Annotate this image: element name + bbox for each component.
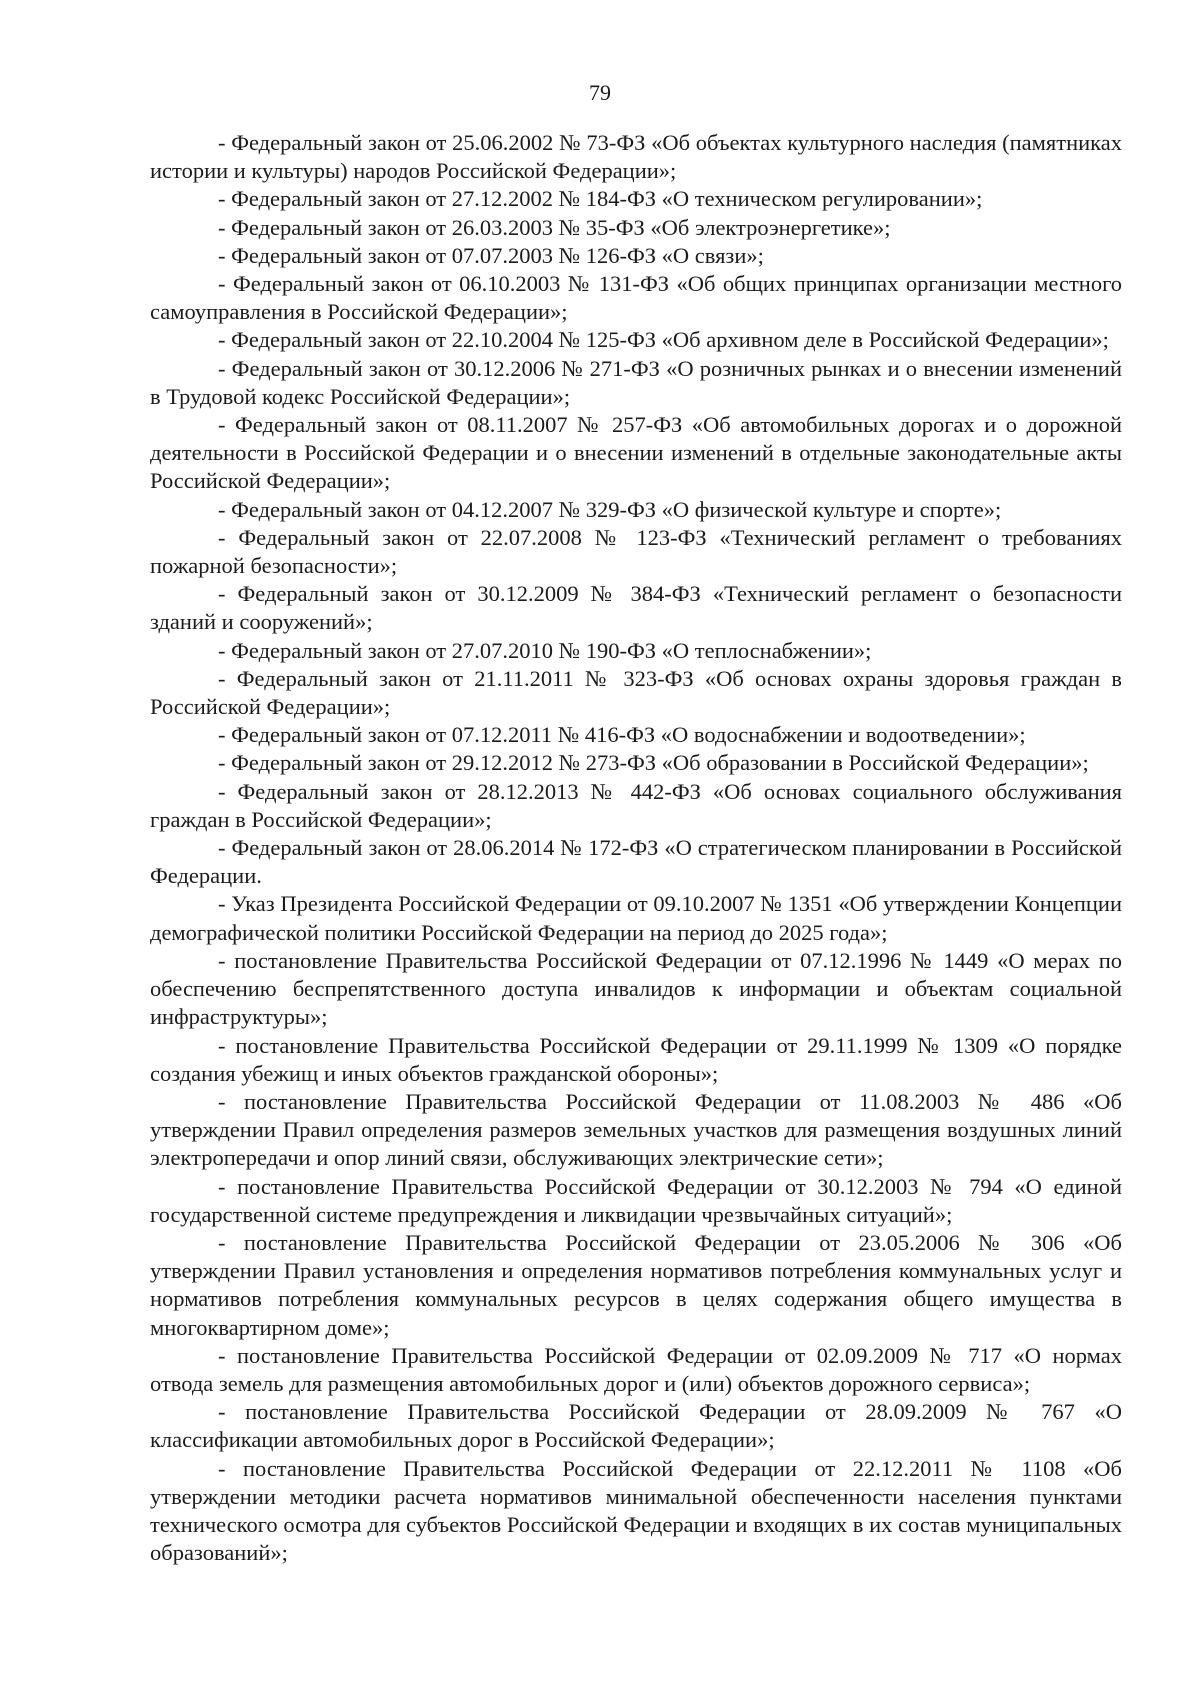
list-item: - Федеральный закон от 27.12.2002 № 184-ФЗ «О техническом регулировании»; xyxy=(218,186,983,212)
list-item: - Указ Президента Российской Федерации от 09.10.2007 № 1351 «Об утверждении Концепции демографической политики Российской Федерации на период до 2025 года»; xyxy=(150,891,1122,945)
list-item: - Федеральный закон от 28.12.2013 № 442-ФЗ «Об основах социального обслуживания граждан в Российской Федерации»; xyxy=(150,778,1122,832)
list-item: - Федеральный закон от 25.06.2002 № 73-ФЗ «Об объектах культурного наследия (памятниках истории и культуры) народов Российской Федерации»; xyxy=(150,130,1122,184)
list-item: - Федеральный закон от 30.12.2009 № 384-ФЗ «Технический регламент о безопасности зданий и сооружений»; xyxy=(150,581,1122,635)
list-item: - постановление Правительства Российской Федерации от 22.12.2011 № 1108 «Об утверждении методики расчета нормативов минимальной обеспеченности населения пунктами технического осмотра для субъектов Российской Федерации и входящих в их состав муниципальных образований»; xyxy=(150,1455,1122,1566)
legal-acts-list xyxy=(150,129,1122,1567)
list-item: - постановление Правительства Российской Федерации от 11.08.2003 № 486 «Об утверждении Правил определения размеров земельных участков для размещения воздушных линий электропередачи и опор линий связи, обслуживающих электрические сети»; xyxy=(150,1088,1122,1171)
list-item: - Федеральный закон от 22.07.2008 № 123-ФЗ «Технический регламент о требованиях пожарной безопасности»; xyxy=(150,524,1122,579)
list-item: - Федеральный закон от 07.07.2003 № 126-ФЗ «О связи»; xyxy=(218,242,764,268)
list-item: - постановление Правительства Российской Федерации от 07.12.1996 № 1449 «О мерах по обеспечению беспрепятственного доступа инвалидов к информации и объектам социальной инфраструктуры»; xyxy=(150,947,1122,1030)
list-item: - Федеральный закон от 06.10.2003 № 131-ФЗ «Об общих принципах организации местного самоуправления в Российской Федерации»; xyxy=(150,271,1122,325)
list-item: - Федеральный закон от 29.12.2012 № 273-ФЗ «Об образовании в Российской Федерации»; xyxy=(218,750,1089,776)
list-item: - Федеральный закон от 27.07.2010 № 190-ФЗ «О теплоснабжении»; xyxy=(218,637,872,663)
list-item: - постановление Правительства Российской Федерации от 29.11.1999 № 1309 «О порядке создания убежищ и иных объектов гражданской обороны»; xyxy=(150,1032,1122,1086)
list-item: - Федеральный закон от 07.12.2011 № 416-ФЗ «О водоснабжении и водоотведении»; xyxy=(218,722,1026,748)
list-item: - Федеральный закон от 04.12.2007 № 329-ФЗ «О физической культуре и спорте»; xyxy=(218,496,1002,522)
list-item: - постановление Правительства Российской Федерации от 30.12.2003 № 794 «О единой государственной системе предупреждения и ликвидации чрезвычайных ситуаций»; xyxy=(150,1173,1122,1227)
list-item: - Федеральный закон от 30.12.2006 № 271-ФЗ «О розничных рынках и о внесении изменений в Трудовой кодекс Российской Федерации»; xyxy=(150,355,1122,409)
page-number: 79 xyxy=(589,80,611,105)
list-item: - Федеральный закон от 22.10.2004 № 125-ФЗ «Об архивном деле в Российской Федерации»; xyxy=(218,327,1109,353)
list-item: - постановление Правительства Российской Федерации от 23.05.2006 № 306 «Об утверждении Правил установления и определения нормативов потребления коммунальных услуг и нормативов потребления коммунальных ресурсов в целях содержания общего имущества в многоквартирном доме»; xyxy=(150,1229,1122,1340)
list-item: - Федеральный закон от 26.03.2003 № 35-ФЗ «Об электроэнергетике»; xyxy=(218,214,891,240)
list-item: - Федеральный закон от 21.11.2011 № 323-ФЗ «Об основах охраны здоровья граждан в Российской Федерации»; xyxy=(150,665,1122,720)
list-item: - Федеральный закон от 28.06.2014 № 172-ФЗ «О стратегическом планировании в Российской Федерации. xyxy=(150,835,1122,889)
list-item: - постановление Правительства Российской Федерации от 02.09.2009 № 717 «О нормах отвода земель для размещения автомобильных дорог и (или) объектов дорожного сервиса»; xyxy=(150,1342,1122,1396)
list-item: - Федеральный закон от 08.11.2007 № 257-ФЗ «Об автомобильных дорогах и о дорожной деятельности в Российской Федерации и о внесении изменений в отдельные законодательные акты Российской Федерации»; xyxy=(150,412,1122,494)
list-item: - постановление Правительства Российской Федерации от 28.09.2009 № 767 «О классификации автомобильных дорог в Российской Федерации»; xyxy=(150,1399,1122,1453)
